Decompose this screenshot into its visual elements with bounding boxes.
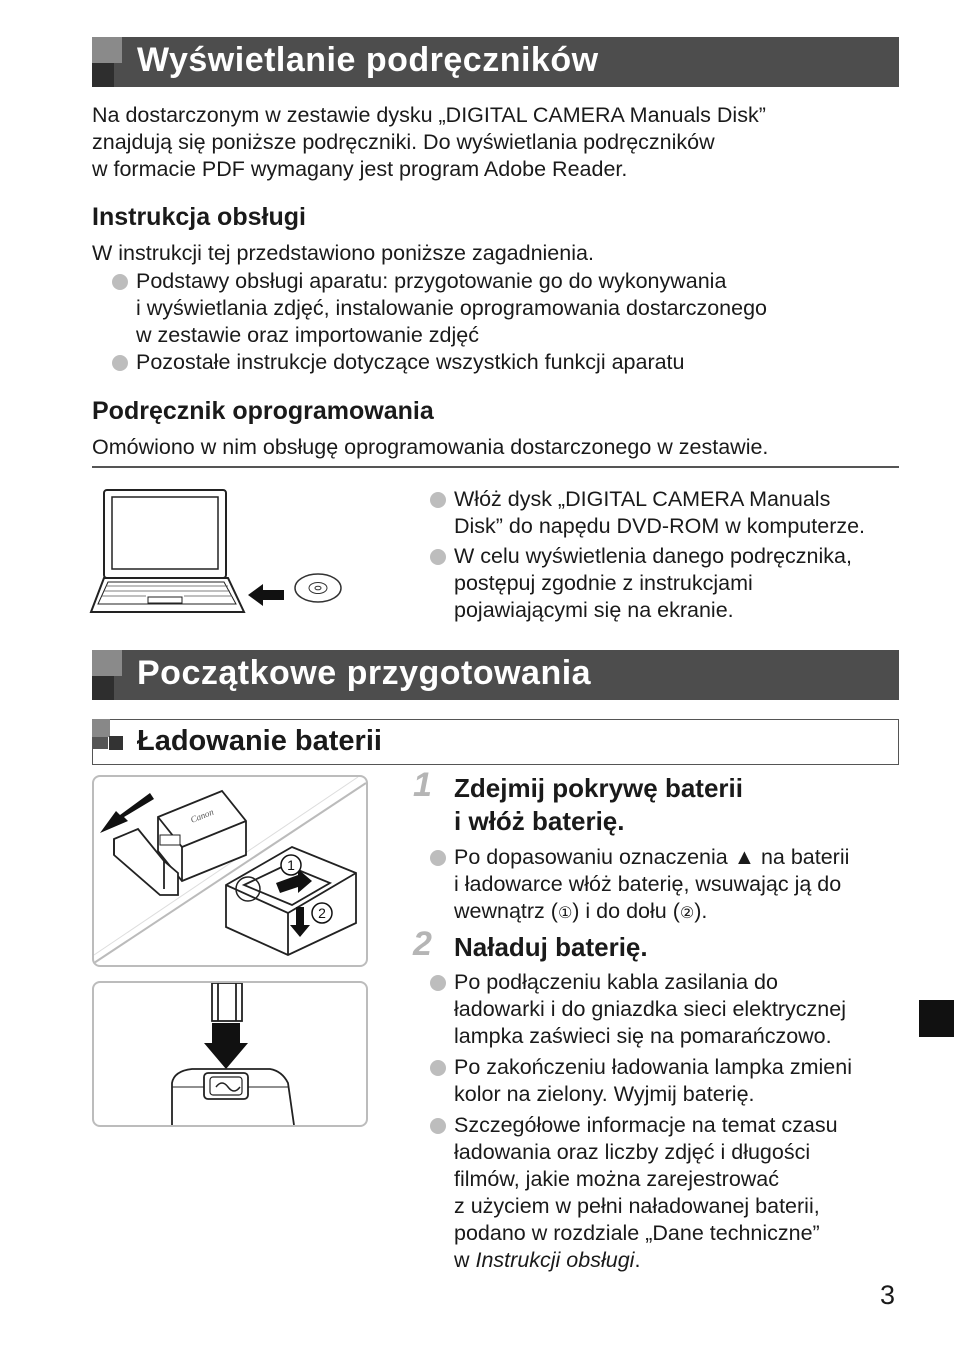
- bullet-line: podano w rozdziale „Dane techniczne”: [454, 1221, 820, 1245]
- bullet-line: kolor na zielony. Wyjmij baterię.: [454, 1082, 755, 1106]
- intro-line: Na dostarczonym w zestawie dysku „DIGITAL CAMERA Manuals Disk”: [92, 103, 766, 127]
- user-manual-bullets: [110, 268, 899, 376]
- plug-icon: [212, 983, 242, 1021]
- step-marker-2: [312, 903, 332, 923]
- disc-icon: [295, 574, 341, 602]
- step1-instructions: [428, 844, 904, 927]
- circled-number-2: ②: [679, 905, 695, 922]
- bullet-line: z użyciem w pełni naładowanej baterii,: [454, 1194, 820, 1218]
- bullet-line: postępuj zgodnie z instrukcjami: [454, 571, 753, 595]
- bullet-line: lampka zaświeci się na pomarańczowo.: [454, 1024, 832, 1048]
- bullet-line: i wyświetlania zdjęć, instalowanie oprogramowania dostarczonego: [136, 296, 768, 320]
- chapter-tab: [919, 1000, 954, 1037]
- arrow-down-icon: [204, 1023, 248, 1069]
- divider: [92, 466, 899, 468]
- step-number: 2: [413, 925, 432, 963]
- step-number: 1: [413, 766, 432, 804]
- marker-label: 2: [318, 905, 326, 921]
- bullet-line: Pozostałe instrukcje dotyczące wszystkich funkcji aparatu: [136, 350, 685, 374]
- bullet-line: pojawiającymi się na ekranie.: [454, 598, 734, 622]
- bullet-line: Po podłączeniu kabla zasilania do: [454, 970, 778, 994]
- step-title-line: i włóż baterię.: [454, 806, 625, 836]
- heading-user-manual: Instrukcja obsługi: [92, 203, 306, 231]
- power-cable-illustration: [92, 981, 368, 1127]
- list-item: [428, 1054, 904, 1108]
- charger-icon: [172, 1069, 294, 1125]
- subsection-header: [92, 719, 899, 765]
- intro-line: w formacie PDF wymagany jest program Adobe Reader.: [92, 157, 628, 181]
- intro-line: znajdują się poniższe podręczniki. Do wyświetlania podręczników: [92, 130, 715, 154]
- bullet-line: ładowarki i do gniazdka sieci elektrycznej: [454, 997, 846, 1021]
- text-run: ) i do dołu (: [572, 899, 680, 923]
- laptop-disc-illustration: [88, 484, 348, 619]
- software-manual-lead: Omówiono w nim obsługę oprogramowania dostarczonego w zestawie.: [92, 435, 769, 459]
- bullet-line: W celu wyświetlenia danego podręcznika,: [454, 544, 852, 568]
- header-square-icon: [92, 719, 110, 737]
- heading-software-manual: Podręcznik oprogramowania: [92, 397, 434, 425]
- subsection-title: Ładowanie baterii: [137, 725, 382, 757]
- bullet-line: [454, 898, 904, 927]
- bullet-line: Podstawy obsługi aparatu: przygotowanie go do wykonywania: [136, 269, 727, 293]
- list-item: [110, 349, 899, 376]
- section-header-preparation: [92, 650, 899, 700]
- arrow-left-icon: [100, 793, 154, 833]
- bullet-line: Włóż dysk „DIGITAL CAMERA Manuals: [454, 487, 831, 511]
- header-square-icon: [92, 676, 114, 700]
- arrow-left-icon: [248, 584, 284, 606]
- text-run: ).: [694, 899, 708, 923]
- battery-insert-illustration: [92, 775, 368, 967]
- step-title-line: Zdejmij pokrywę baterii: [454, 773, 743, 803]
- bullet-line: w zestawie oraz importowanie zdjęć: [136, 323, 479, 347]
- text-run: w: [454, 1248, 476, 1272]
- step2-title: Naładuj baterię.: [454, 932, 648, 962]
- header-square-icon: [92, 737, 108, 749]
- bullet-line: Po dopasowaniu oznaczenia ▲ na baterii: [454, 845, 850, 869]
- bullet-line: Disk” do napędu DVD-ROM w komputerze.: [454, 514, 866, 538]
- text-run: wewnątrz (: [454, 899, 558, 923]
- list-item: [428, 486, 904, 540]
- page-number: 3: [880, 1280, 896, 1310]
- header-square-icon: [92, 650, 122, 676]
- bullet-line: Szczegółowe informacje na temat czasu: [454, 1113, 838, 1137]
- battery-brand-label: Canon: [189, 806, 216, 825]
- list-item: [428, 543, 904, 624]
- bullet-line: filmów, jakie można zarejestrować: [454, 1167, 780, 1191]
- user-manual-lead: W instrukcji tej przedstawiono poniższe zagadnienia.: [92, 241, 594, 265]
- circled-number-1: ①: [557, 905, 573, 922]
- header-square-icon: [109, 736, 123, 750]
- section-header-manuals: [92, 37, 899, 87]
- header-square-icon: [92, 63, 114, 87]
- manual-reference: Instrukcji obsługi: [475, 1248, 635, 1272]
- section-title: Początkowe przygotowania: [137, 654, 592, 692]
- step-marker-1: [281, 855, 301, 875]
- disk-instructions: [428, 486, 904, 624]
- list-item: [428, 969, 904, 1050]
- marker-label: 1: [287, 857, 295, 873]
- bullet-line: ładowania oraz liczby zdjęć i długości: [454, 1140, 811, 1164]
- section-title: Wyświetlanie podręczników: [137, 41, 599, 79]
- header-square-icon: [92, 37, 122, 63]
- step2-instructions: [428, 969, 904, 1274]
- bullet-line: Po zakończeniu ładowania lampka zmieni: [454, 1055, 852, 1079]
- list-item: [428, 1112, 904, 1274]
- list-item: [428, 844, 904, 927]
- bullet-line: i ładowarce włóż baterię, wsuwając ją do: [454, 872, 842, 896]
- intro-paragraph: [92, 102, 899, 183]
- step1-title: [454, 772, 743, 838]
- text-run: .: [634, 1248, 641, 1272]
- bullet-line: [454, 1247, 904, 1274]
- list-item: [110, 268, 899, 349]
